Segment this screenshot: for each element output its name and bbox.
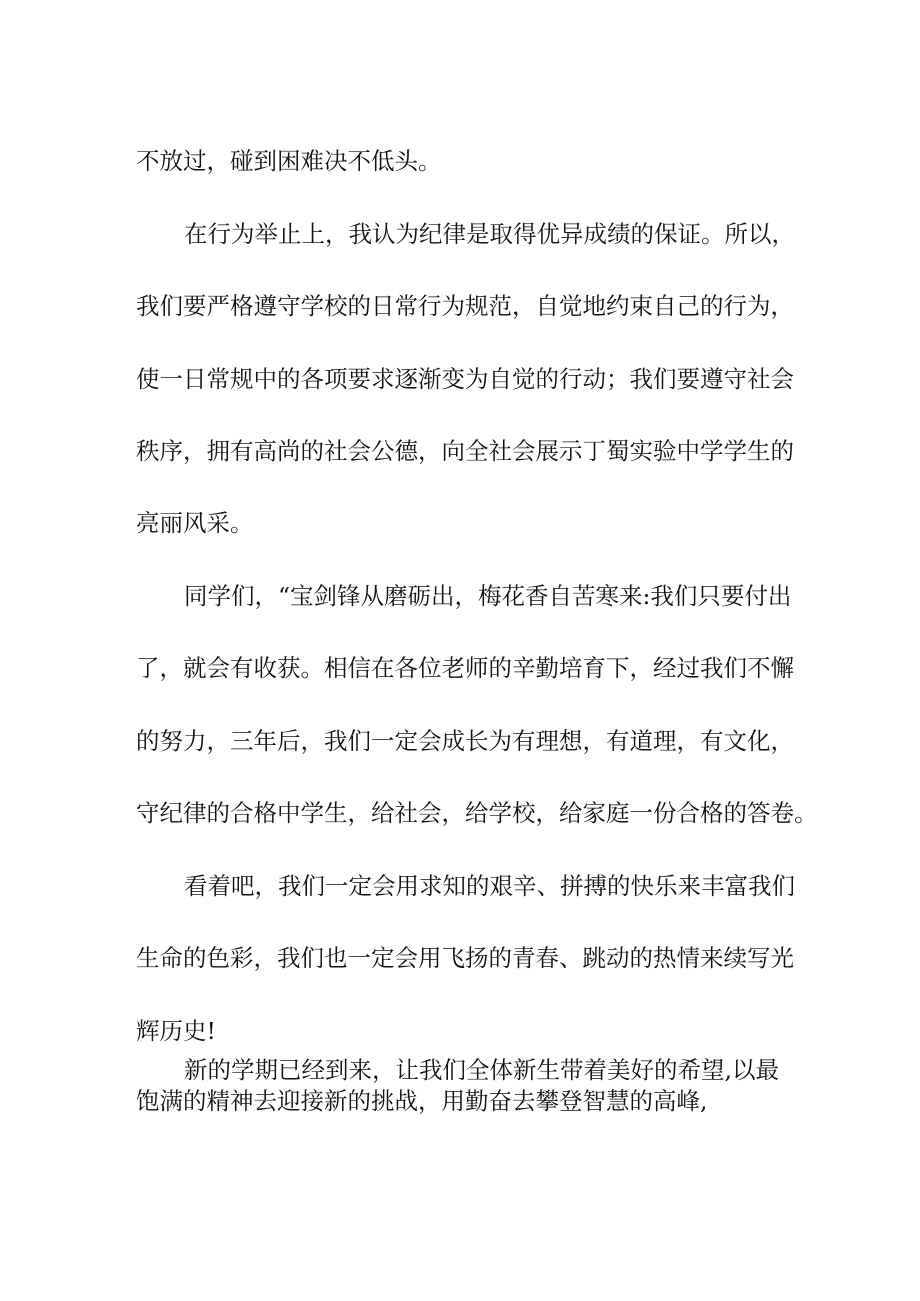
text-line-7: 同学们，“宝剑锋从磨砺出，梅花香自苦寒来:我们只要付出: [184, 582, 792, 610]
text-line-14: 新的学期已经到来，让我们全体新生带着美好的希望,以最: [184, 1056, 779, 1084]
text-line-3: 我们要严格遵守学校的日常行为规范，自觉地约束自己的行为，: [136, 292, 794, 320]
text-line-13: 辉历史!: [136, 1017, 216, 1045]
text-line-12: 生命的色彩，我们也一定会用飞扬的青春、跳动的热情来续写光: [136, 944, 794, 972]
text-line-1: 不放过，碰到困难决不低头。: [136, 147, 442, 175]
text-line-15: 饱满的精神去迎接新的挑战，用勤奋去攀登智慧的高峰,: [136, 1087, 708, 1115]
text-line-11: 看着吧，我们一定会用求知的艰辛、拼搏的快乐来丰富我们: [184, 872, 795, 900]
text-line-6: 亮丽风采。: [136, 509, 254, 537]
text-line-9: 的努力，三年后，我们一定会成长为有理想，有道理，有文化，: [136, 727, 794, 755]
text-line-4: 使一日常规中的各项要求逐渐变为自觉的行动；我们要遵守社会: [136, 365, 794, 393]
text-line-5: 秩序，拥有高尚的社会公德，向全社会展示丁蜀实验中学学生的: [136, 437, 794, 465]
text-line-10: 守纪律的合格中学生，给社会，给学校，给家庭一份合格的答卷。: [136, 799, 818, 827]
text-line-2: 在行为举止上，我认为纪律是取得优异成绩的保证。所以，: [184, 220, 795, 248]
text-line-8: 了，就会有收获。相信在各位老师的辛勤培育下，经过我们不懈: [136, 654, 794, 682]
